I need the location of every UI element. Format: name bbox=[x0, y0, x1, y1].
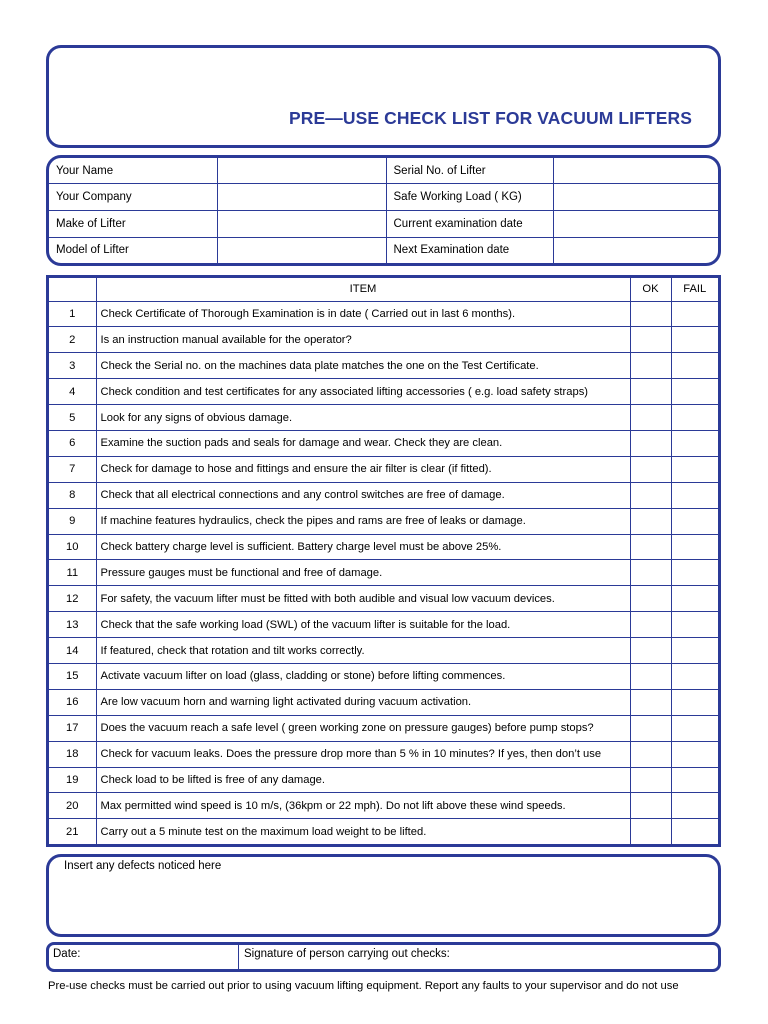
item-text: Check condition and test certificates for any associated lifting accessories ( e.g. load safety straps) bbox=[96, 379, 630, 405]
item-text: Is an instruction manual available for the operator? bbox=[96, 327, 630, 353]
item-text: If featured, check that rotation and tilt works correctly. bbox=[96, 638, 630, 664]
item-number: 11 bbox=[49, 560, 96, 586]
item-number: 5 bbox=[49, 405, 96, 431]
ok-checkbox-cell[interactable] bbox=[630, 715, 671, 741]
ok-checkbox-cell[interactable] bbox=[630, 638, 671, 664]
checklist-row bbox=[49, 379, 718, 405]
fail-checkbox-cell[interactable] bbox=[671, 379, 718, 405]
fail-checkbox-cell[interactable] bbox=[671, 819, 718, 844]
column-header-fail: FAIL bbox=[671, 278, 718, 301]
item-text: Carry out a 5 minute test on the maximum load weight to be lifted. bbox=[96, 819, 630, 844]
item-text: If machine features hydraulics, check the pipes and rams are free of leaks or damage. bbox=[96, 508, 630, 534]
checklist-row bbox=[49, 663, 718, 689]
ok-checkbox-cell[interactable] bbox=[630, 819, 671, 844]
ok-checkbox-cell[interactable] bbox=[630, 456, 671, 482]
checklist-row bbox=[49, 638, 718, 664]
lifter-info-table bbox=[49, 158, 718, 263]
checklist-row bbox=[49, 819, 718, 844]
page-title: PRE—USE CHECK LIST FOR VACUUM LIFTERS bbox=[289, 108, 692, 128]
info-input[interactable] bbox=[217, 210, 386, 237]
checklist-row bbox=[49, 508, 718, 534]
defects-label: Insert any defects noticed here bbox=[64, 860, 222, 872]
item-number: 3 bbox=[49, 353, 96, 379]
info-input[interactable] bbox=[553, 237, 718, 263]
fail-checkbox-cell[interactable] bbox=[671, 612, 718, 638]
info-row bbox=[49, 237, 718, 263]
fail-checkbox-cell[interactable] bbox=[671, 689, 718, 715]
ok-checkbox-cell[interactable] bbox=[630, 379, 671, 405]
item-number: 7 bbox=[49, 456, 96, 482]
checklist-row bbox=[49, 715, 718, 741]
fail-checkbox-cell[interactable] bbox=[671, 793, 718, 819]
checklist-header-row bbox=[49, 278, 718, 301]
item-text: Check for damage to hose and fittings and ensure the air filter is clear (if fitted). bbox=[96, 456, 630, 482]
lifter-info-panel bbox=[46, 155, 721, 266]
fail-checkbox-cell[interactable] bbox=[671, 353, 718, 379]
item-text: Look for any signs of obvious damage. bbox=[96, 405, 630, 431]
checklist-panel bbox=[46, 275, 721, 847]
item-number: 6 bbox=[49, 430, 96, 456]
info-label: Model of Lifter bbox=[49, 237, 217, 263]
info-input[interactable] bbox=[553, 158, 718, 184]
item-number: 2 bbox=[49, 327, 96, 353]
info-input[interactable] bbox=[553, 184, 718, 211]
ok-checkbox-cell[interactable] bbox=[630, 327, 671, 353]
ok-checkbox-cell[interactable] bbox=[630, 405, 671, 431]
item-number: 4 bbox=[49, 379, 96, 405]
item-number: 20 bbox=[49, 793, 96, 819]
checklist-row bbox=[49, 560, 718, 586]
info-input[interactable] bbox=[217, 237, 386, 263]
item-text: Check battery charge level is sufficient. Battery charge level must be above 25%. bbox=[96, 534, 630, 560]
item-number: 15 bbox=[49, 663, 96, 689]
defects-panel[interactable] bbox=[46, 854, 721, 937]
info-row bbox=[49, 184, 718, 211]
item-number: 19 bbox=[49, 767, 96, 793]
checklist-table bbox=[49, 278, 718, 844]
signature-field[interactable] bbox=[239, 945, 450, 960]
column-header-ok: OK bbox=[630, 278, 671, 301]
fail-checkbox-cell[interactable] bbox=[671, 638, 718, 664]
checklist-row bbox=[49, 456, 718, 482]
ok-checkbox-cell[interactable] bbox=[630, 353, 671, 379]
checklist-row bbox=[49, 430, 718, 456]
date-field[interactable] bbox=[49, 945, 239, 969]
column-header-number bbox=[49, 278, 96, 301]
fail-checkbox-cell[interactable] bbox=[671, 663, 718, 689]
fail-checkbox-cell[interactable] bbox=[671, 508, 718, 534]
ok-checkbox-cell[interactable] bbox=[630, 663, 671, 689]
fail-checkbox-cell[interactable] bbox=[671, 767, 718, 793]
info-label: Serial No. of Lifter bbox=[386, 158, 553, 184]
item-text: Check load to be lifted is free of any damage. bbox=[96, 767, 630, 793]
item-text: Check Certificate of Thorough Examination is in date ( Carried out in last 6 months). bbox=[96, 301, 630, 327]
item-number: 17 bbox=[49, 715, 96, 741]
item-number: 14 bbox=[49, 638, 96, 664]
checklist-row bbox=[49, 767, 718, 793]
ok-checkbox-cell[interactable] bbox=[630, 689, 671, 715]
info-label: Current examination date bbox=[386, 210, 553, 237]
item-text: Check for vacuum leaks. Does the pressure drop more than 5 % in 10 minutes? If yes, then don’t use bbox=[96, 741, 630, 767]
info-label: Your Company bbox=[49, 184, 217, 211]
item-number: 16 bbox=[49, 689, 96, 715]
ok-checkbox-cell[interactable] bbox=[630, 560, 671, 586]
fail-checkbox-cell[interactable] bbox=[671, 741, 718, 767]
fail-checkbox-cell[interactable] bbox=[671, 560, 718, 586]
checklist-row bbox=[49, 327, 718, 353]
info-input[interactable] bbox=[553, 210, 718, 237]
item-number: 10 bbox=[49, 534, 96, 560]
signature-label: Signature of person carrying out checks: bbox=[244, 948, 450, 960]
checklist-row bbox=[49, 353, 718, 379]
ok-checkbox-cell[interactable] bbox=[630, 586, 671, 612]
item-number: 8 bbox=[49, 482, 96, 508]
ok-checkbox-cell[interactable] bbox=[630, 301, 671, 327]
ok-checkbox-cell[interactable] bbox=[630, 534, 671, 560]
checklist-row bbox=[49, 534, 718, 560]
ok-checkbox-cell[interactable] bbox=[630, 430, 671, 456]
item-number: 18 bbox=[49, 741, 96, 767]
fail-checkbox-cell[interactable] bbox=[671, 534, 718, 560]
item-text: Examine the suction pads and seals for damage and wear. Check they are clean. bbox=[96, 430, 630, 456]
item-text: Pressure gauges must be functional and free of damage. bbox=[96, 560, 630, 586]
item-text: Check the Serial no. on the machines data plate matches the one on the Test Certificate. bbox=[96, 353, 630, 379]
checklist-row bbox=[49, 689, 718, 715]
fail-checkbox-cell[interactable] bbox=[671, 586, 718, 612]
ok-checkbox-cell[interactable] bbox=[630, 767, 671, 793]
fail-checkbox-cell[interactable] bbox=[671, 482, 718, 508]
item-number: 1 bbox=[49, 301, 96, 327]
checklist-body bbox=[49, 301, 718, 844]
checklist-row bbox=[49, 793, 718, 819]
ok-checkbox-cell[interactable] bbox=[630, 612, 671, 638]
checklist-row bbox=[49, 586, 718, 612]
fail-checkbox-cell[interactable] bbox=[671, 301, 718, 327]
date-label: Date: bbox=[53, 948, 81, 960]
checklist-row bbox=[49, 741, 718, 767]
item-text: Does the vacuum reach a safe level ( green working zone on pressure gauges) before pump stops? bbox=[96, 715, 630, 741]
fail-checkbox-cell[interactable] bbox=[671, 715, 718, 741]
ok-checkbox-cell[interactable] bbox=[630, 741, 671, 767]
checklist-row bbox=[49, 612, 718, 638]
item-text: Are low vacuum horn and warning light activated during vacuum activation. bbox=[96, 689, 630, 715]
item-number: 9 bbox=[49, 508, 96, 534]
info-row bbox=[49, 158, 718, 184]
info-input[interactable] bbox=[217, 184, 386, 211]
item-text: Max permitted wind speed is 10 m/s, (36kpm or 22 mph). Do not lift above these wind speeds. bbox=[96, 793, 630, 819]
fail-checkbox-cell[interactable] bbox=[671, 430, 718, 456]
item-number: 21 bbox=[49, 819, 96, 844]
signoff-panel bbox=[46, 942, 721, 972]
item-text: Check that the safe working load (SWL) of the vacuum lifter is suitable for the load. bbox=[96, 612, 630, 638]
item-text: Check that all electrical connections and any control switches are free of damage. bbox=[96, 482, 630, 508]
title-panel bbox=[46, 45, 721, 148]
column-header-item: ITEM bbox=[96, 278, 630, 301]
checklist-row bbox=[49, 405, 718, 431]
item-number: 12 bbox=[49, 586, 96, 612]
checklist-row bbox=[49, 482, 718, 508]
lifter-info-body bbox=[49, 158, 718, 263]
ok-checkbox-cell[interactable] bbox=[630, 508, 671, 534]
fail-checkbox-cell[interactable] bbox=[671, 327, 718, 353]
info-label: Make of Lifter bbox=[49, 210, 217, 237]
item-text: Activate vacuum lifter on load (glass, cladding or stone) before lifting commences. bbox=[96, 663, 630, 689]
info-label: Next Examination date bbox=[386, 237, 553, 263]
info-input[interactable] bbox=[217, 158, 386, 184]
info-label: Your Name bbox=[49, 158, 217, 184]
info-row bbox=[49, 210, 718, 237]
checklist-row bbox=[49, 301, 718, 327]
footer-note: Pre-use checks must be carried out prior to using vacuum lifting equipment. Report any faults to your supervisor and do not use bbox=[48, 980, 679, 992]
ok-checkbox-cell[interactable] bbox=[630, 793, 671, 819]
item-number: 13 bbox=[49, 612, 96, 638]
info-label: Safe Working Load ( KG) bbox=[386, 184, 553, 211]
ok-checkbox-cell[interactable] bbox=[630, 482, 671, 508]
item-text: For safety, the vacuum lifter must be fitted with both audible and visual low vacuum devices. bbox=[96, 586, 630, 612]
fail-checkbox-cell[interactable] bbox=[671, 456, 718, 482]
fail-checkbox-cell[interactable] bbox=[671, 405, 718, 431]
